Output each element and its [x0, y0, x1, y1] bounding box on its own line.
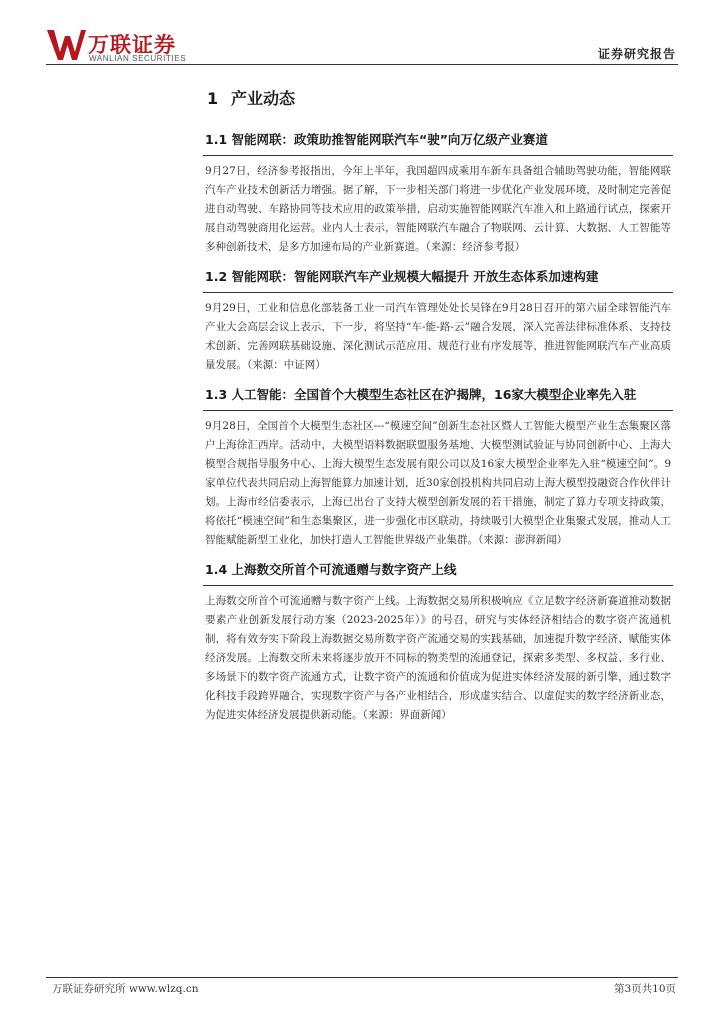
section-heading: [207, 84, 673, 114]
section-title: 产业动态: [231, 89, 296, 108]
news-item: [203, 126, 673, 257]
news-item-body: 上海数交所首个可流通赠与数字资产上线。上海数据交易所积极响应《立足数字经济新赛道推动数据要素产业创新发展行动方案（2023-2025年）》的号召，研究与实体经济相结合的数字资产流通机制，将有效夯实下阶段上海数据交易所数字资产流通交易的实践基础，加速提升数字经济、赋能实体经济发展。上海数交所未来将逐步放开不同标的物类型的流通登记，探索多类型、多权益、多行业、多场景下的数字资产流通方式，让数字资产的流通和价值成为促进实体经济发展的新引擎，通过数字化科技手段跨界融合，实现数字资产与各产业相结合，形成虚实结合、以虚促实的数字经济新业态，为促进实体经济发展提供新动能。（来源：界面新闻）: [205, 595, 671, 721]
news-item: [203, 556, 673, 725]
brand-name-en: WANLIAN SECURITIES: [89, 54, 187, 63]
news-item-title: 1.1 智能网联：政策助推智能网联汽车“驶”向万亿级产业赛道: [203, 126, 673, 156]
header-divider: [46, 64, 678, 65]
news-item-title: 1.4 上海数交所首个可流通赠与数字资产上线: [203, 556, 673, 586]
news-item-title: 1.3 人工智能：全国首个大模型生态社区在沪揭牌，16家大模型企业率先入驻: [203, 381, 673, 411]
company-logo: [46, 28, 196, 64]
news-item-body: 9月28日，全国首个大模型生态社区---“模速空间”创新生态社区暨人工智能大模型产业生态集聚区落户上海徐汇西岸。活动中，大模型语料数据联盟服务基地、大模型测试验证与协同创新中心、上海大模型合规指导服务中心、上海大模型生态发展有限公司以及16家大模型企业率先入驻“模速空间”。9家单位代表共同启动上海智能算力加速计划，近30家创投机构共同启动上海大模型投融资合作伙伴计划。上海市经信委表示，上海已出台了支持大模型创新发展的若干措施，制定了算力专项支持政策，将依托“模速空间”和生态集聚区，进一步强化市区联动，持续吸引大模型企业集聚式发展，推动人工智能赋能新型工业化，加快打造人工智能世界级产业集群。（来源：澎湃新闻）: [205, 420, 671, 546]
page-number: 第3页共10页: [613, 983, 676, 995]
footer-divider: [46, 977, 678, 978]
main-content: [203, 80, 673, 731]
news-item-body: 9月27日，经济参考报指出，今年上半年，我国超四成乘用车新车具备组合辅助驾驶功能，智能网联汽车产业技术创新活力增强。据了解，下一步相关部门将进一步优化产业发展环境，及时制定完善促进自动驾驶、车路协同等技术应用的政策举措，启动实施智能网联汽车准入和上路通行试点，探索开展自动驾驶商用化运营。业内人士表示，智能网联汽车融合了物联网、云计算、大数据、人工智能等多种创新技术，是多方加速布局的产业新赛道。（来源：经济参考报）: [205, 165, 671, 253]
report-type-label: 证券研究报告: [597, 47, 676, 61]
brand-name-cn: 万联证券: [88, 33, 176, 57]
news-item: [203, 263, 673, 375]
news-item-body: 9月29日，工业和信息化部装备工业一司汽车管理处处长吴锋在9月28日召开的第六届全球智能汽车产业大会高层会议上表示，下一步，将坚持“车-能-路-云”融合发展，深入完善法律标准体系、支持技术创新、完善网联基础设施、深化测试示范应用、规范行业有序发展等，推进智能网联汽车产业高质量发展。（来源：中证网）: [205, 302, 671, 371]
news-item-title: 1.2 智能网联：智能网联汽车产业规模大幅提升 开放生态体系加速构建: [203, 263, 673, 293]
section-number: 1: [207, 89, 219, 108]
wanlian-logo-icon: [46, 28, 86, 62]
news-item: [203, 381, 673, 550]
page-header: [0, 0, 724, 70]
footer-source: 万联证券研究所 www.wlzq.cn: [52, 983, 199, 995]
